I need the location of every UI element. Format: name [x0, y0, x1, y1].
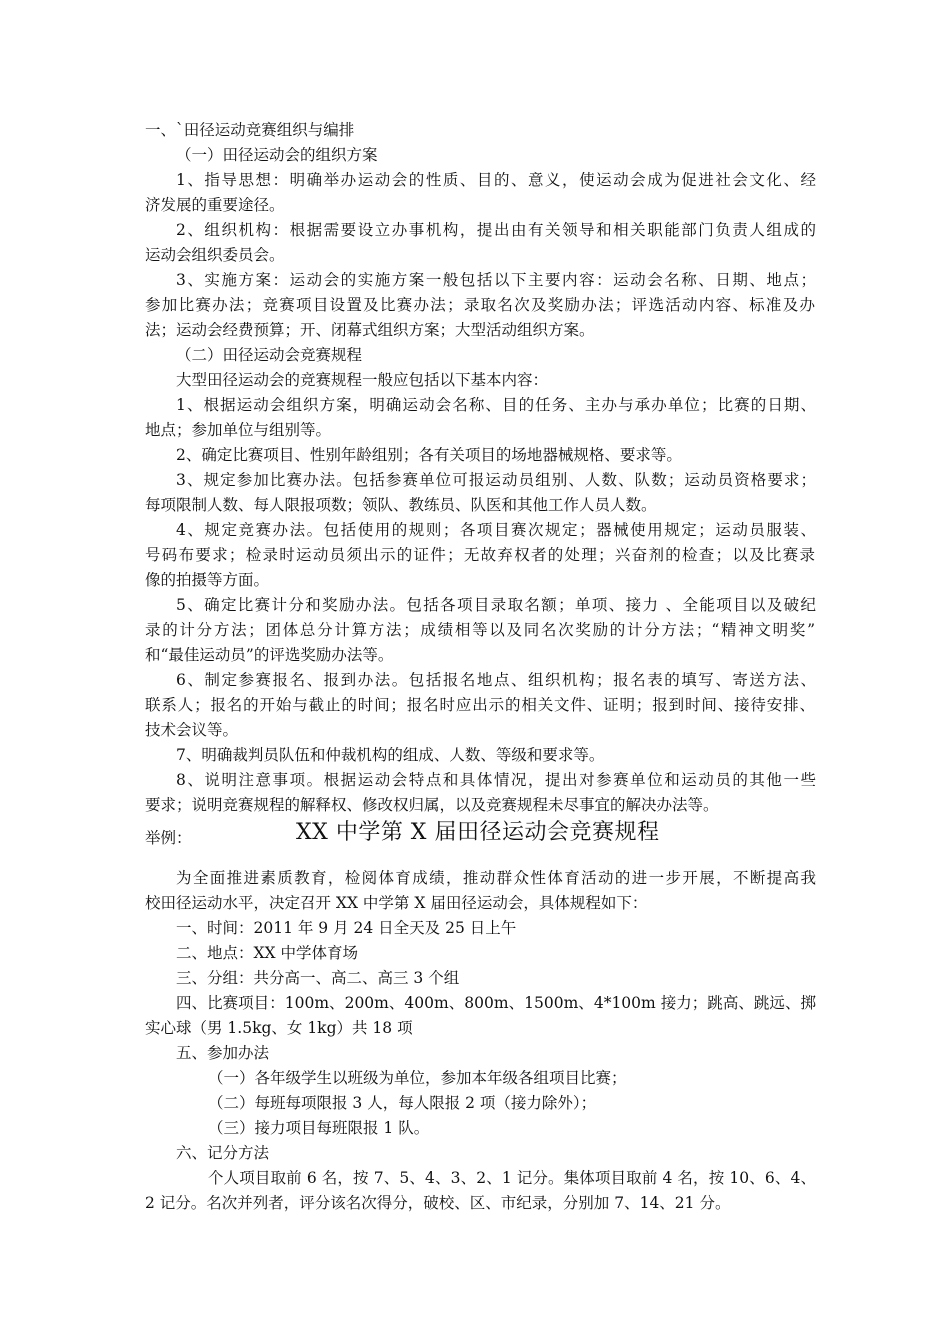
paragraph-line: 技术会议等。 [145, 721, 239, 739]
paragraph-line: 1、指导思想：明确举办运动会的性质、目的、意义，使运动会成为促进社会文化、经 [176, 171, 816, 189]
rule-item: 三、分组：共分高一、高二、高三 3 个组 [176, 969, 460, 987]
sub-item: （三）接力项目每班限报 1 队。 [208, 1119, 430, 1137]
paragraph-line: 5、确定比赛计分和奖励办法。包括各项目录取名额；单项、接力 、全能项目以及破纪 [176, 596, 816, 614]
subsection-title: （二）田径运动会竞赛规程 [176, 346, 363, 364]
paragraph-line: 要求；说明竞赛规程的解释权、修改权归属，以及竞赛规程未尽事宜的解决办法等。 [145, 796, 719, 814]
paragraph-line: 每项限制人数、每人限报项数；领队、教练员、队医和其他工作人员人数。 [145, 496, 657, 514]
paragraph-line: 实心球（男 1.5kg、女 1kg）共 18 项 [145, 1019, 413, 1037]
paragraph-line: 1、根据运动会组织方案，明确运动会名称、目的任务、主办与承办单位；比赛的日期、 [176, 396, 816, 414]
paragraph-line: 大型田径运动会的竞赛规程一般应包括以下基本内容： [176, 371, 549, 389]
rule-item: 二、地点：XX 中学体育场 [176, 944, 358, 962]
example-label: 举例： [145, 829, 192, 847]
paragraph-line: 和“最佳运动员”的评选奖励办法等。 [145, 646, 394, 664]
paragraph-line: 法；运动会经费预算；开、闭幕式组织方案；大型活动组织方案。 [145, 321, 595, 339]
paragraph-line: 6、制定参赛报名、报到办法。包括报名地点、组织机构；报名表的填写、寄送方法、 [176, 671, 816, 689]
paragraph-line: 地点；参加单位与组别等。 [145, 421, 332, 439]
paragraph-line: 运动会组织委员会。 [145, 246, 285, 264]
paragraph-line: 校田径运动水平，决定召开 XX 中学第 X 届田径运动会，具体规程如下： [145, 894, 648, 912]
paragraph-line: 2、确定比赛项目、性别年龄组别；各有关项目的场地器械规格、要求等。 [176, 446, 682, 464]
paragraph-line: 2 记分。名次并列者，评分该名次得分，破校、区、市纪录，分别加 7、14、21 分。 [145, 1194, 731, 1212]
rule-item: 六、记分方法 [176, 1144, 270, 1162]
paragraph-line: 录的计分方法；团体总分计算方法；成绩相等以及同名次奖励的计分方法；“精神文明奖” [145, 621, 815, 639]
paragraph-line: 2、组织机构：根据需要设立办事机构，提出由有关领导和相关职能部门负责人组成的 [176, 221, 816, 239]
subsection-title: （一）田径运动会的组织方案 [176, 146, 378, 164]
paragraph-line: 像的拍摄等方面。 [145, 571, 270, 589]
paragraph-line: 济发展的重要途径。 [145, 196, 285, 214]
section-heading: 一、`田径运动竞赛组织与编排 [145, 121, 355, 139]
paragraph-line: 8、说明注意事项。根据运动会特点和具体情况，提出对参赛单位和运动员的其他一些 [176, 771, 816, 789]
document-title: XX 中学第 X 届田径运动会竞赛规程 [296, 820, 660, 845]
paragraph-line: 3、规定参加比赛办法。包括参赛单位可报运动员组别、人数、队数；运动员资格要求； [176, 471, 816, 489]
sub-item: （一）各年级学生以班级为单位，参加本年级各组项目比赛； [208, 1069, 627, 1087]
paragraph-line: 4、规定竞赛办法。包括使用的规则；各项目赛次规定；器械使用规定；运动员服装、 [176, 521, 816, 539]
paragraph-line: 为全面推进素质教育，检阅体育成绩，推动群众性体育活动的进一步开展，不断提高我 [176, 869, 816, 887]
paragraph-line: 号码布要求；检录时运动员须出示的证件；无故弃权者的处理；兴奋剂的检查；以及比赛录 [145, 546, 815, 564]
rule-item: 一、时间：2011 年 9 月 24 日全天及 25 日上午 [176, 919, 517, 937]
rule-item: 五、参加办法 [176, 1044, 270, 1062]
rule-item: 四、比赛项目：100m、200m、400m、800m、1500m、4*100m 接力；跳高、跳远、掷 [176, 994, 816, 1012]
paragraph-line: 7、明确裁判员队伍和仲裁机构的组成、人数、等级和要求等。 [176, 746, 605, 764]
paragraph-line: 联系人；报名的开始与截止的时间；报名时应出示的相关文件、证明；报到时间、接待安排、 [145, 696, 815, 714]
paragraph-line: 个人项目取前 6 名，按 7、5、4、3、2、1 记分。集体项目取前 4 名，按 10、6、4、 [208, 1169, 816, 1187]
paragraph-line: 3、实施方案：运动会的实施方案一般包括以下主要内容：运动会名称、日期、地点； [176, 271, 816, 289]
paragraph-line: 参加比赛办法；竞赛项目设置及比赛办法；录取名次及奖励办法；评选活动内容、标准及办 [145, 296, 815, 314]
sub-item: （二）每班每项限报 3 人，每人限报 2 项（接力除外）； [208, 1094, 597, 1112]
